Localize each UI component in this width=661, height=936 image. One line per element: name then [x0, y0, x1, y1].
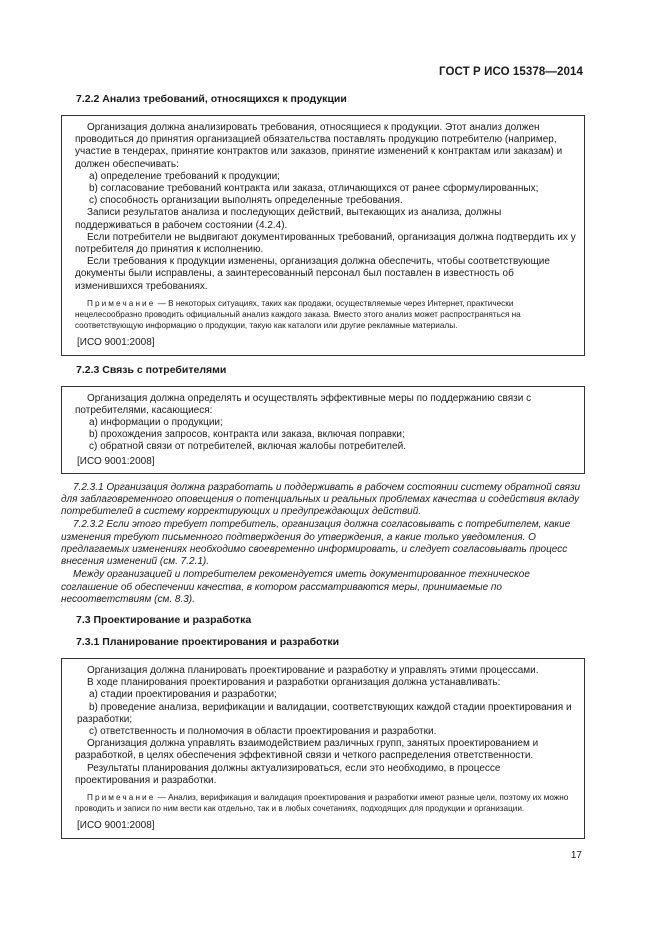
note	[75, 298, 576, 332]
list-item: c) способность организации выполнять определенные требования.	[89, 195, 403, 207]
clause-7-2-3-1: 7.2.3.1 Организация должна разработать и поддерживать в рабочем состоянии систему обратной связи для заблаговременного оповещения о потенциальных и реальных проблемах качества и содействия вкладу потребителей в систему корректирующих и предупреждающих действий.	[61, 481, 581, 518]
requirement-box-7-2-2	[61, 115, 585, 356]
paragraph: Организация должна определять и осуществлять эффективные меры по поддержанию связи с потребителями, касающиеся:	[75, 392, 532, 416]
page-number: 17	[570, 850, 582, 861]
list-item: c) ответственность и полномочия в области проектирования и разработки.	[89, 725, 437, 737]
list-item: c) обратной связи от потребителей, включая жалобы потребителей.	[89, 441, 406, 453]
note	[75, 792, 576, 814]
list-item: b) проведение анализа, верификации и валидации, соответствующих каждой стадии проектирования и разработки;	[77, 701, 572, 725]
clause-note: Между организацией и потребителем рекомендуется иметь документированное техническое соглашение об обеспечении качества, в котором рассматриваются меры, принимаемые по несоответствиям (см. 8.3).	[61, 569, 530, 605]
paragraph: Если потребители не выдвигают документированных требований, организация должна подтвердить их у потребителя до принятия к исполнению.	[75, 231, 576, 256]
paragraph: Если требования к продукции изменены, организация должна обеспечить, чтобы соответствующие документы были исправлены, а заинтересованный персонал был поставлен в известность об изменившихся требованиях.	[75, 256, 550, 292]
page-content	[61, 93, 585, 847]
paragraph: Записи результатов анализа и последующих действий, вытекающих из анализа, должны поддерживаться в рабочем состоянии (4.2.4).	[75, 207, 502, 231]
note-text: — Анализ, верификация и валидация проектирования и разработки имеют разные цели, поэтому их можно проводить и записи по ним вести как отдельно, так и в любых сочетаниях, подходящих для продукции и организации.	[75, 792, 569, 814]
list-item: b) прохождения запросов, контракта или заказа, включая поправки;	[89, 429, 405, 441]
source-reference: [ИСО 9001:2008]	[77, 820, 155, 832]
list-item: a) стадии проектирования и разработки;	[89, 689, 277, 701]
section-heading-7-3: 7.3 Проектирование и разработка	[76, 613, 252, 626]
source-reference: [ИСО 9001:2008]	[77, 455, 155, 467]
section-heading-7-3-1: 7.3.1 Планирование проектирования и разработки	[76, 635, 340, 648]
document-header: ГОСТ Р ИСО 15378—2014	[438, 66, 583, 78]
note-label: Примечание	[87, 792, 156, 802]
list-item: a) информации о продукции;	[89, 417, 223, 429]
note-label: Примечание	[87, 298, 156, 308]
paragraph: В ходе планирования проектирования и разработки организация должна устанавливать:	[87, 677, 501, 689]
paragraph: Организация должна управлять взаимодействием различных групп, занятых проектированием и разработкой, в целях обеспечения эффективной связи и четкого распределения ответственности.	[75, 738, 539, 762]
paragraph: Результаты планирования должны актуализироваться, если это необходимо, в процессе проектирования и разработки.	[75, 762, 501, 786]
note-text: — В некоторых ситуациях, таких как продажи, осуществляемые через Интернет, практически нецелесообразно проводить официальный анализ каждого заказа. Вместо этого анализ может распространяться на соответствующую информацию о продукции, такую как каталоги или другие рекламные материалы.	[75, 298, 521, 331]
supplementary-requirements	[61, 482, 585, 606]
paragraph: Организация должна планировать проектирование и разработку и управлять этими процессами.	[87, 664, 539, 676]
section-heading-7-2-2: 7.2.2 Анализ требований, относящихся к продукции	[76, 93, 347, 105]
paragraph: Организация должна анализировать требования, относящиеся к продукции. Этот анализ должен проводиться до принятия организацией обязательства поставлять продукцию потребителю (например, участие в тендерах, принятие контрактов или заказов, принятие изменений к контрактам или заказам) и должен обеспечивать:	[75, 122, 563, 170]
clause-7-2-3-2: 7.2.3.2 Если этого требует потребитель, организация должна согласовывать с потребителем, какие изменения требуют письменного подтверждения до утверждения, а какие только уведомления. О предлагаемых изменениях необходимо своевременно информировать, и следует согласовывать процесс внесения изменений (см. 7.2.1).	[61, 519, 571, 568]
list-item: b) согласование требований контракта или заказа, отличающихся от ранее сформулированных;	[89, 183, 539, 195]
requirement-box-7-3-1	[61, 658, 585, 839]
list-item: a) определение требований к продукции;	[89, 170, 280, 182]
section-heading-7-2-3: 7.2.3 Связь с потребителями	[76, 363, 227, 376]
source-reference: [ИСО 9001:2008]	[77, 337, 155, 349]
requirement-box-7-2-3	[61, 386, 585, 474]
